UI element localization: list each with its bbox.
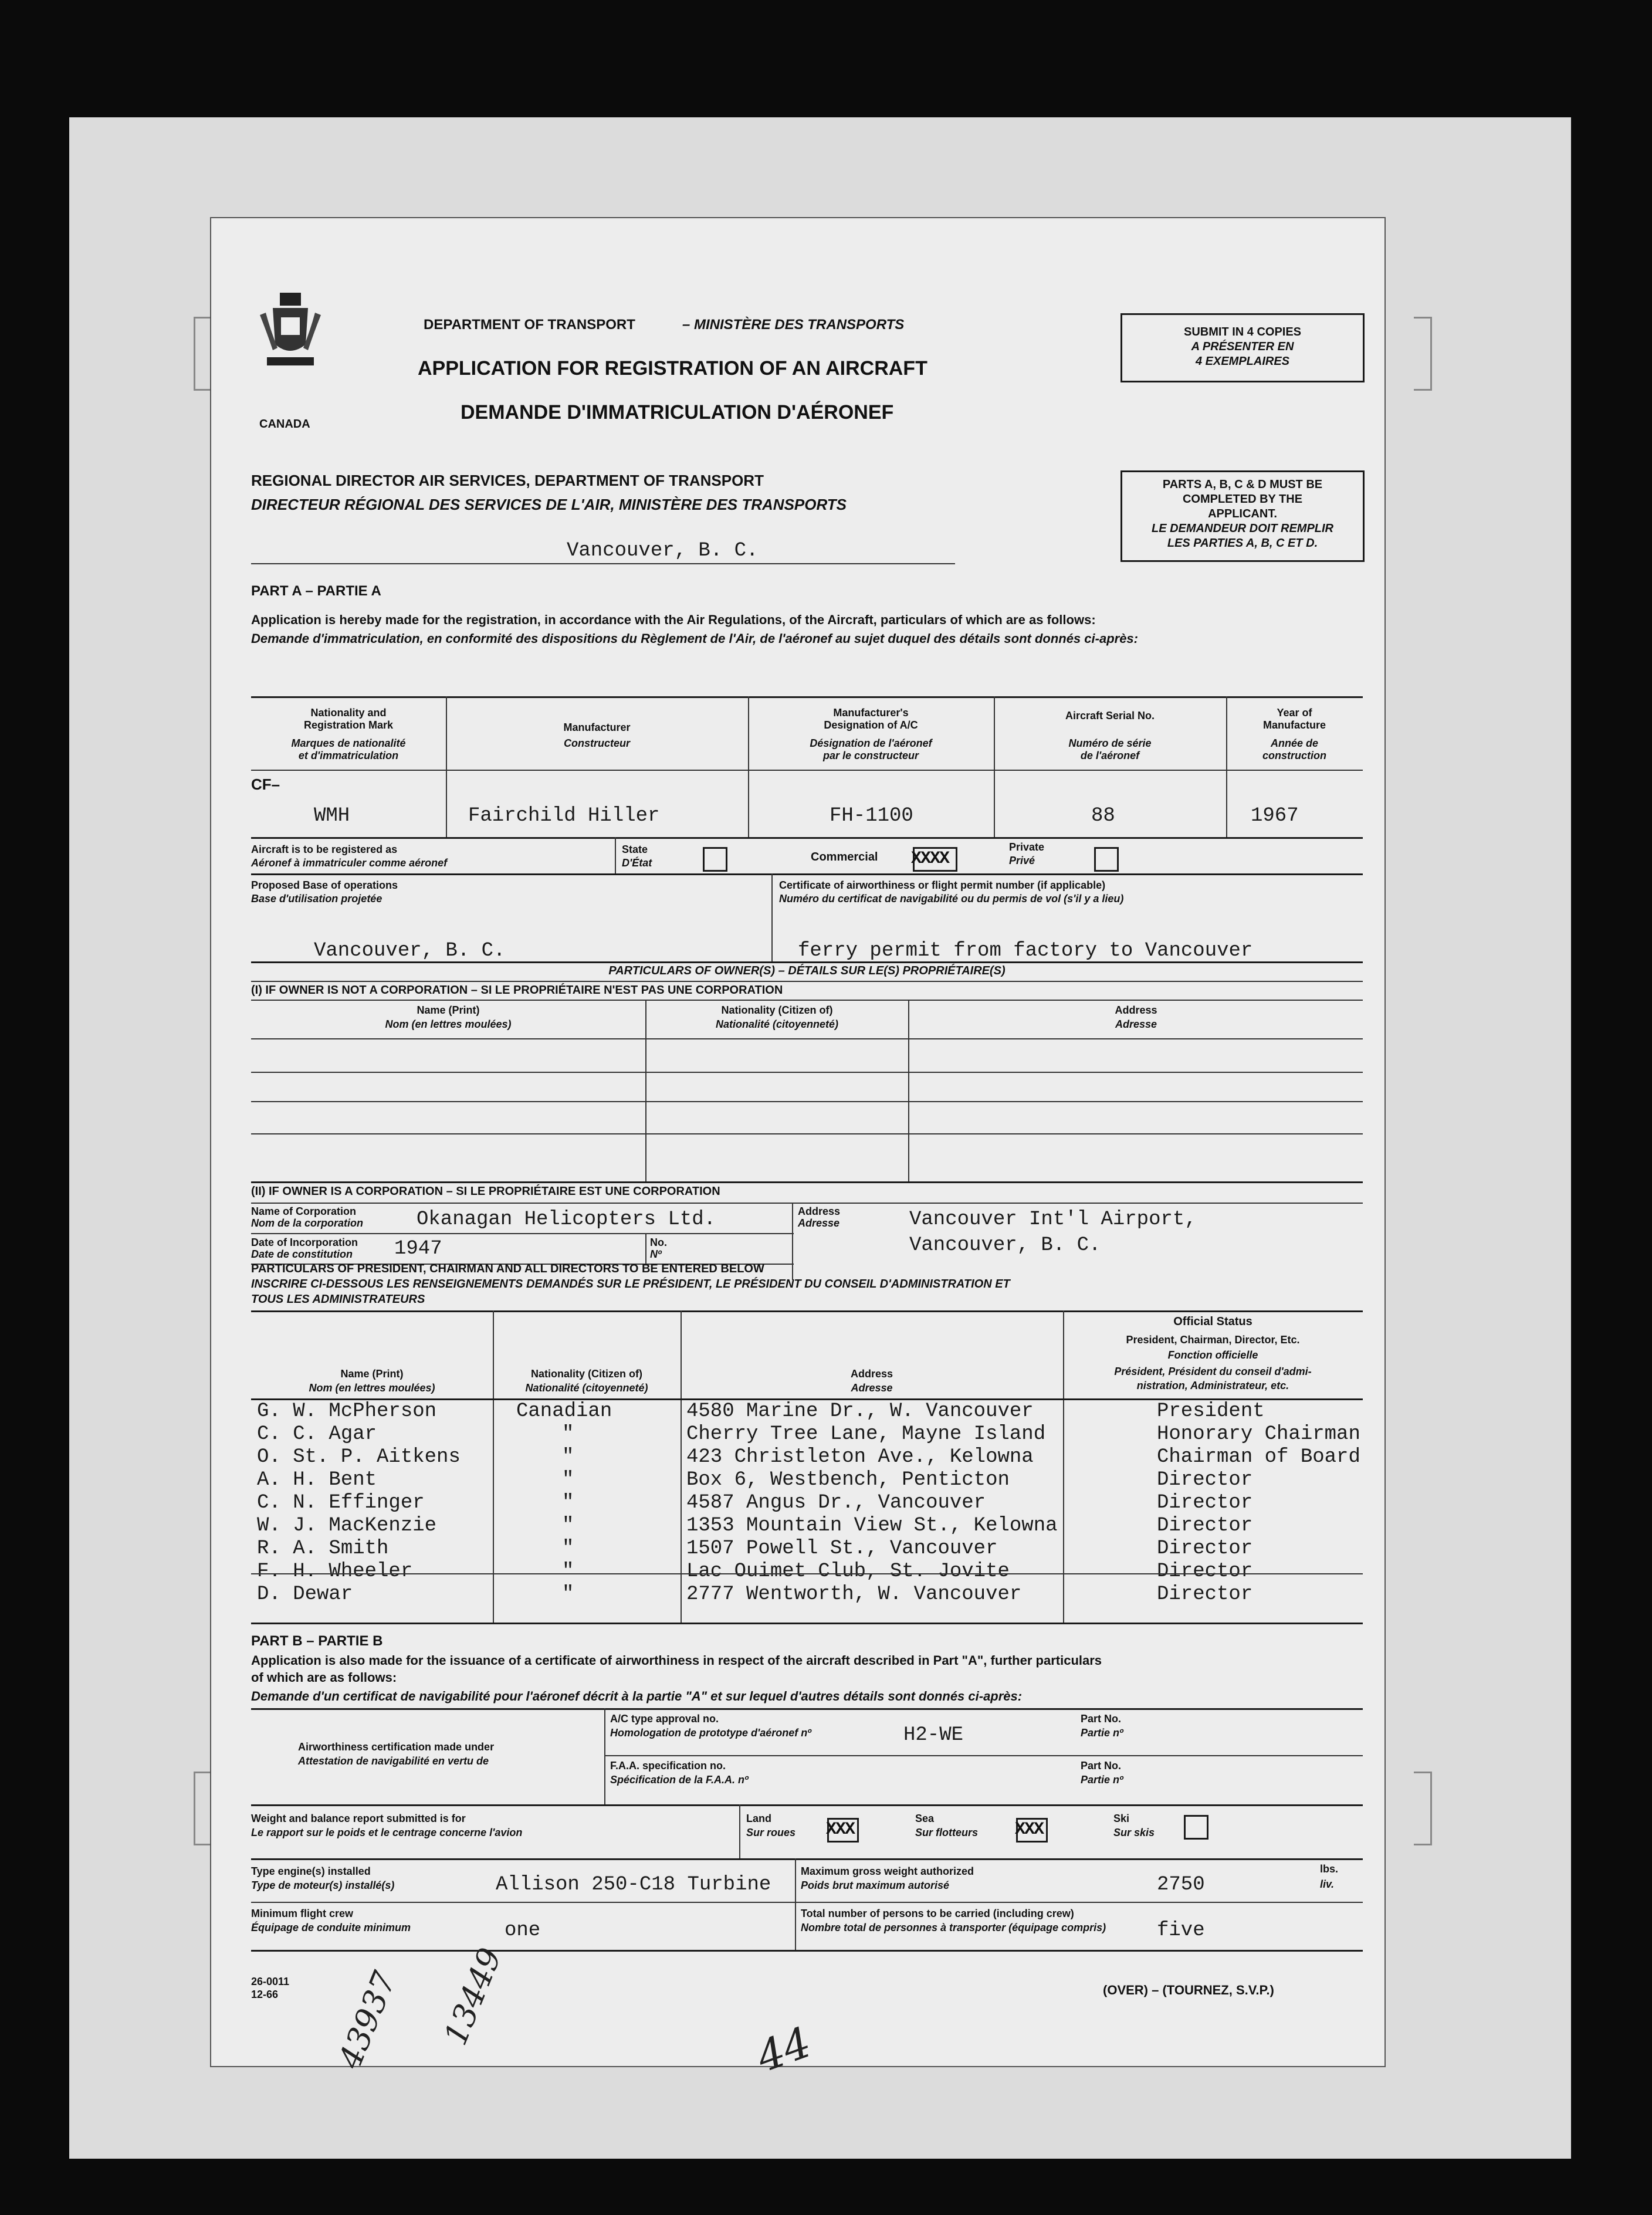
state-en: State xyxy=(622,844,648,855)
director-status: Director xyxy=(1157,1560,1253,1583)
cert-en: Certificate of airworthiness or flight permit number (if applicable) xyxy=(779,879,1106,891)
text: Manufacture xyxy=(1262,719,1326,731)
directors-en: PARTICULARS OF PRESIDENT, CHAIRMAN AND ALL DIRECTORS TO BE ENTERED BELOW xyxy=(251,1262,764,1275)
text: Registration Mark xyxy=(303,719,394,731)
registered-as-fr: Aéronef à immatriculer comme aéronef xyxy=(251,857,448,869)
line xyxy=(251,1902,1363,1903)
corp-addr-fr: Adresse xyxy=(798,1217,840,1229)
ski-checkbox[interactable] xyxy=(1184,1815,1208,1840)
part-a-intro-en: Application is hereby made for the registration, in accordance with the Air Regulations, of the Aircraft, particulars of which are as follows: xyxy=(251,612,1096,627)
divider xyxy=(771,873,773,961)
regional-line xyxy=(251,563,955,564)
corp-addr-line-1: Vancouver Int'l Airport, xyxy=(909,1208,1197,1231)
directors-fr-2: TOUS LES ADMINISTRATEURS xyxy=(251,1293,425,1306)
land-en: Land xyxy=(746,1813,771,1824)
owner-col-name-fr: Nom (en lettres moulées) xyxy=(385,1018,512,1030)
line xyxy=(251,1038,1363,1039)
col-head-serial-en: Aircraft Serial No. xyxy=(1065,710,1155,722)
frame-mark-left-bottom xyxy=(194,1772,212,1845)
director-name: O. St. P. Aitkens xyxy=(257,1446,461,1468)
corp-heading: (II) IF OWNER IS A CORPORATION – SI LE PROPRIÉTAIRE EST UNE CORPORATION xyxy=(251,1185,720,1198)
cert-value: ferry permit from factory to Vancouver xyxy=(798,940,1253,962)
dir-col-nat-fr: Nationalité (citoyenneté) xyxy=(525,1382,648,1394)
form-number: 26-0011 xyxy=(251,1976,290,1987)
director-name: F. H. Wheeler xyxy=(257,1560,413,1583)
owner-col-nat-en: Nationality (Citizen of) xyxy=(721,1004,833,1016)
owner-col-name-en: Name (Print) xyxy=(417,1004,480,1016)
mgw-fr: Poids brut maximum autorisé xyxy=(801,1879,950,1891)
director-addr: 2777 Wentworth, W. Vancouver xyxy=(686,1583,1022,1606)
director-nat: " xyxy=(562,1446,574,1468)
owners-heading: PARTICULARS OF OWNER(S) – DÉTAILS SUR LE(S) PROPRIÉTAIRE(S) xyxy=(608,964,1006,977)
director-name: C. N. Effinger xyxy=(257,1492,425,1514)
mgw-en: Maximum gross weight authorized xyxy=(801,1865,974,1877)
coat-of-arms-icon xyxy=(255,292,326,380)
part-b-intro-fr: Demande d'un certificat de navigabilité pour l'aéronef décrit à la partie "A" et sur lequel d'autres détails sont donnés ci-après: xyxy=(251,1689,1023,1703)
text: Numéro de série xyxy=(1068,737,1152,749)
persons-en: Total number of persons to be carried (including crew) xyxy=(801,1908,1074,1919)
application-form xyxy=(210,217,1386,2082)
dept-en: DEPARTMENT OF TRANSPORT xyxy=(424,317,635,333)
lbs-label: lbs. xyxy=(1320,1863,1339,1875)
frame-mark-right xyxy=(1414,317,1432,391)
director-addr: 1353 Mountain View St., Kelowna xyxy=(686,1515,1058,1537)
crew-value: one xyxy=(505,1919,541,1942)
col-head-manufacturer-en: Manufacturer xyxy=(563,722,631,733)
handwritten-number-1: 43937 xyxy=(331,1966,404,2074)
type-appr-en: A/C type approval no. xyxy=(610,1713,719,1725)
directors-fr-1: INSCRIRE CI-DESSOUS LES RENSEIGNEMENTS DEMANDÉS SUR LE PRÉSIDENT, LE PRÉSIDENT DU CONSEIL D'ADMINISTRATION ET xyxy=(251,1278,1010,1291)
commercial-label: Commercial xyxy=(811,851,878,863)
type-appr-value: H2-WE xyxy=(903,1724,964,1746)
aircraft-table-bottom xyxy=(251,837,1363,839)
sea-mark: XXX xyxy=(1015,1820,1044,1840)
director-name: R. A. Smith xyxy=(257,1537,389,1560)
parts-note-5: LES PARTIES A, B, C ET D. xyxy=(1167,537,1318,550)
private-fr: Privé xyxy=(1009,855,1035,866)
mgw-value: 2750 xyxy=(1157,1874,1205,1896)
parts-note-2: COMPLETED BY THE xyxy=(1182,493,1303,506)
text: Marques de nationalité xyxy=(291,737,406,749)
part-no-fr-2: Partie nº xyxy=(1081,1774,1123,1786)
private-en: Private xyxy=(1009,841,1045,853)
regional-city: Vancouver, B. C. xyxy=(567,540,759,562)
dir-col-name-en: Name (Print) xyxy=(340,1368,404,1380)
text: Year of xyxy=(1277,707,1312,719)
inc-fr: Date de constitution xyxy=(251,1248,353,1260)
status-line-2: President, Chairman, Director, Etc. xyxy=(1126,1334,1300,1346)
land-fr: Sur roues xyxy=(746,1827,796,1838)
parts-note-3: APPLICANT. xyxy=(1208,507,1277,520)
over-note: (OVER) – (TOURNEZ, S.V.P.) xyxy=(1103,1983,1274,1997)
line xyxy=(251,1573,1363,1574)
divider xyxy=(792,1203,793,1280)
line xyxy=(251,981,1363,982)
commercial-mark: XXXX xyxy=(911,849,949,869)
base-en: Proposed Base of operations xyxy=(251,879,398,891)
parts-note-4: LE DEMANDEUR DOIT REMPLIR xyxy=(1152,522,1333,535)
text: Désignation de l'aéronef xyxy=(810,737,932,749)
line xyxy=(251,1858,1363,1860)
ski-en: Ski xyxy=(1113,1813,1130,1824)
registration-mark: WMH xyxy=(314,805,350,827)
base-value: Vancouver, B. C. xyxy=(314,940,506,962)
corp-addr-en: Address xyxy=(798,1205,841,1217)
text: Année de xyxy=(1270,737,1319,749)
part-no-en: Part No. xyxy=(1081,1713,1122,1725)
col-head-designation-fr xyxy=(748,737,994,762)
engine-fr: Type de moteur(s) installé(s) xyxy=(251,1879,395,1891)
year-value: 1967 xyxy=(1251,805,1299,827)
col-head-designation-en xyxy=(748,707,994,731)
divider xyxy=(795,1858,796,1950)
no-fr: Nº xyxy=(650,1248,662,1260)
text: de l'aéronef xyxy=(1080,750,1140,761)
serial-value: 88 xyxy=(1091,805,1115,827)
corp-name-value: Okanagan Helicopters Ltd. xyxy=(417,1208,716,1231)
regional-fr: DIRECTEUR RÉGIONAL DES SERVICES DE L'AIR, MINISTÈRE DES TRANSPORTS xyxy=(251,496,847,513)
line xyxy=(251,1203,1363,1204)
part-b-intro-en-1: Application is also made for the issuance of a certificate of airworthiness in respect of the aircraft described in Part "A", further particulars xyxy=(251,1653,1102,1668)
director-nat: " xyxy=(562,1537,574,1560)
faa-en: F.A.A. specification no. xyxy=(610,1760,726,1772)
title-fr: DEMANDE D'IMMATRICULATION D'AÉRONEF xyxy=(461,401,894,424)
dir-col-nat-en: Nationality (Citizen of) xyxy=(531,1368,642,1380)
director-status: Director xyxy=(1157,1515,1253,1537)
director-name: G. W. McPherson xyxy=(257,1400,437,1423)
director-addr: 1507 Powell St., Vancouver xyxy=(686,1537,998,1560)
line xyxy=(251,1233,794,1234)
director-name: W. J. MacKenzie xyxy=(257,1515,437,1537)
line xyxy=(251,1310,1363,1312)
line xyxy=(251,1181,1363,1183)
dept-fr: – MINISTÈRE DES TRANSPORTS xyxy=(682,317,905,333)
ski-fr: Sur skis xyxy=(1113,1827,1155,1838)
dir-col-name-fr: Nom (en lettres moulées) xyxy=(309,1382,435,1394)
director-status: Director xyxy=(1157,1492,1253,1514)
col-head-nationality-en xyxy=(251,707,446,731)
text: construction xyxy=(1262,750,1326,761)
director-addr: 423 Christleton Ave., Kelowna xyxy=(686,1446,1034,1468)
col-divider xyxy=(446,696,447,837)
director-nat: " xyxy=(562,1583,574,1606)
engine-value: Allison 250-C18 Turbine xyxy=(496,1874,771,1896)
status-line-3: Fonction officielle xyxy=(1167,1349,1258,1361)
designation-value: FH-1100 xyxy=(830,805,913,827)
director-nat: " xyxy=(562,1492,574,1514)
corp-name-en: Name of Corporation xyxy=(251,1205,357,1217)
director-nat: " xyxy=(562,1423,574,1445)
land-mark: XXX xyxy=(826,1820,855,1840)
state-fr: D'État xyxy=(622,857,652,869)
divider xyxy=(615,837,616,873)
persons-fr: Nombre total de personnes à transporter (équipage compris) xyxy=(801,1922,1106,1933)
corp-name-fr: Nom de la corporation xyxy=(251,1217,364,1229)
line xyxy=(251,1950,1363,1952)
dir-col-addr-fr: Adresse xyxy=(851,1382,893,1394)
line xyxy=(604,1755,1363,1756)
line xyxy=(251,1000,1363,1001)
text: Designation of A/C xyxy=(824,719,918,731)
director-status: Honorary Chairman xyxy=(1157,1423,1360,1445)
divider xyxy=(645,1000,646,1181)
divider xyxy=(493,1310,494,1623)
owner-col-nat-fr: Nationalité (citoyenneté) xyxy=(715,1018,839,1030)
not-corp-heading: (I) IF OWNER IS NOT A CORPORATION – SI LE PROPRIÉTAIRE N'EST PAS UNE CORPORATION xyxy=(251,984,783,997)
wb-en: Weight and balance report submitted is for xyxy=(251,1813,466,1824)
registered-as-en: Aircraft is to be registered as xyxy=(251,844,398,855)
submit-line-3: 4 EXEMPLAIRES xyxy=(1195,355,1290,368)
crew-fr: Équipage de conduite minimum xyxy=(251,1922,411,1933)
director-nat: " xyxy=(562,1560,574,1583)
line xyxy=(251,961,1363,963)
director-addr: Lac Ouimet Club, St. Jovite xyxy=(686,1560,1010,1583)
form-date: 12-66 xyxy=(251,1989,279,2000)
status-line-4: Président, Président du conseil d'admi- xyxy=(1114,1366,1312,1377)
divider xyxy=(604,1708,605,1804)
corp-addr-line-2: Vancouver, B. C. xyxy=(909,1234,1101,1256)
text: Nationality and xyxy=(310,707,387,719)
title-en: APPLICATION FOR REGISTRATION OF AN AIRCRAFT xyxy=(418,357,927,380)
director-status: Director xyxy=(1157,1537,1253,1560)
line xyxy=(251,1623,1363,1624)
col-head-year-en xyxy=(1226,707,1363,731)
director-status: Director xyxy=(1157,1583,1253,1606)
submit-line-2: A PRÉSENTER EN xyxy=(1191,340,1294,353)
line xyxy=(251,1804,1363,1806)
aircraft-table-head-line xyxy=(251,770,1363,771)
status-line-5: nistration, Administrateur, etc. xyxy=(1136,1380,1289,1391)
owner-col-addr-fr: Adresse xyxy=(1115,1018,1157,1030)
wb-fr: Le rapport sur le poids et le centrage concerne l'avion xyxy=(251,1827,523,1838)
cert-fr: Numéro du certificat de navigabilité ou du permis de vol (s'il y a lieu) xyxy=(779,893,1124,905)
persons-value: five xyxy=(1157,1919,1205,1942)
director-nat: Canadian xyxy=(516,1400,612,1423)
director-addr: 4587 Angus Dr., Vancouver xyxy=(686,1492,986,1514)
col-head-serial-fr xyxy=(994,737,1226,762)
text: par le constructeur xyxy=(822,750,919,761)
owner-col-addr-en: Address xyxy=(1115,1004,1157,1016)
submit-line-1: SUBMIT IN 4 COPIES xyxy=(1183,326,1302,338)
director-nat: " xyxy=(562,1515,574,1537)
line xyxy=(251,1133,1363,1134)
dir-col-addr-en: Address xyxy=(850,1368,893,1380)
inc-en: Date of Incorporation xyxy=(251,1237,358,1248)
faa-fr: Spécification de la F.A.A. nº xyxy=(610,1774,749,1786)
aircraft-table-top xyxy=(251,696,1363,698)
regional-en: REGIONAL DIRECTOR AIR SERVICES, DEPARTMENT OF TRANSPORT xyxy=(251,472,764,489)
director-nat: " xyxy=(562,1469,574,1491)
director-status: Chairman of Board xyxy=(1157,1446,1360,1468)
base-fr: Base d'utilisation projetée xyxy=(251,893,382,905)
crew-en: Minimum flight crew xyxy=(251,1908,354,1919)
status-line-1: Official Status xyxy=(1173,1315,1252,1328)
director-addr: Cherry Tree Lane, Mayne Island xyxy=(686,1423,1046,1445)
handwritten-number-3: 44 xyxy=(750,2017,818,2082)
divider xyxy=(739,1804,740,1858)
parts-note-1: PARTS A, B, C & D MUST BE xyxy=(1162,478,1323,491)
sea-en: Sea xyxy=(915,1813,935,1824)
liv-label: liv. xyxy=(1320,1878,1335,1890)
divider xyxy=(908,1000,909,1181)
part-b-heading: PART B – PARTIE B xyxy=(251,1633,383,1649)
canada-label: CANADA xyxy=(259,418,310,431)
col-head-nationality-fr xyxy=(251,737,446,762)
frame-mark-right-bottom xyxy=(1414,1772,1432,1845)
aw-fr: Attestation de navigabilité en vertu de xyxy=(298,1755,489,1767)
frame-mark-left xyxy=(194,317,212,391)
director-name: C. C. Agar xyxy=(257,1423,377,1445)
line xyxy=(251,1072,1363,1073)
type-appr-fr: Homologation de prototype d'aéronef nº xyxy=(610,1727,811,1739)
cf-prefix: CF– xyxy=(251,775,280,793)
private-checkbox[interactable] xyxy=(1094,847,1119,872)
col-head-year-fr xyxy=(1226,737,1363,762)
text: Manufacturer's xyxy=(833,707,909,719)
handwritten-number-2: 13449 xyxy=(436,1943,509,2050)
aw-en: Airworthiness certification made under xyxy=(298,1741,495,1753)
line xyxy=(251,1708,1363,1710)
line xyxy=(251,873,1363,875)
part-no-en-2: Part No. xyxy=(1081,1760,1122,1772)
part-a-heading: PART A – PARTIE A xyxy=(251,583,381,599)
director-addr: Box 6, Westbench, Penticton xyxy=(686,1469,1010,1491)
director-status: Director xyxy=(1157,1469,1253,1491)
col-head-manufacturer-fr: Constructeur xyxy=(563,737,630,749)
state-checkbox[interactable] xyxy=(703,847,727,872)
text: et d'immatriculation xyxy=(298,750,399,761)
manufacturer-value: Fairchild Hiller xyxy=(468,805,660,827)
part-no-fr: Partie nº xyxy=(1081,1727,1123,1739)
sea-fr: Sur flotteurs xyxy=(915,1827,979,1838)
divider xyxy=(681,1310,682,1623)
director-status: President xyxy=(1157,1400,1265,1423)
director-addr: 4580 Marine Dr., W. Vancouver xyxy=(686,1400,1034,1423)
part-b-intro-en-2: of which are as follows: xyxy=(251,1670,397,1685)
inc-value: 1947 xyxy=(394,1238,442,1260)
director-name: D. Dewar xyxy=(257,1583,353,1606)
no-en: No. xyxy=(650,1237,667,1248)
part-a-intro-fr: Demande d'immatriculation, en conformité des dispositions du Règlement de l'Air, de l'aéronef au sujet duquel des détails sont donnés ci-après: xyxy=(251,631,1138,646)
engine-en: Type engine(s) installed xyxy=(251,1865,371,1877)
divider xyxy=(645,1233,646,1264)
director-name: A. H. Bent xyxy=(257,1469,377,1491)
line xyxy=(251,1101,1363,1102)
